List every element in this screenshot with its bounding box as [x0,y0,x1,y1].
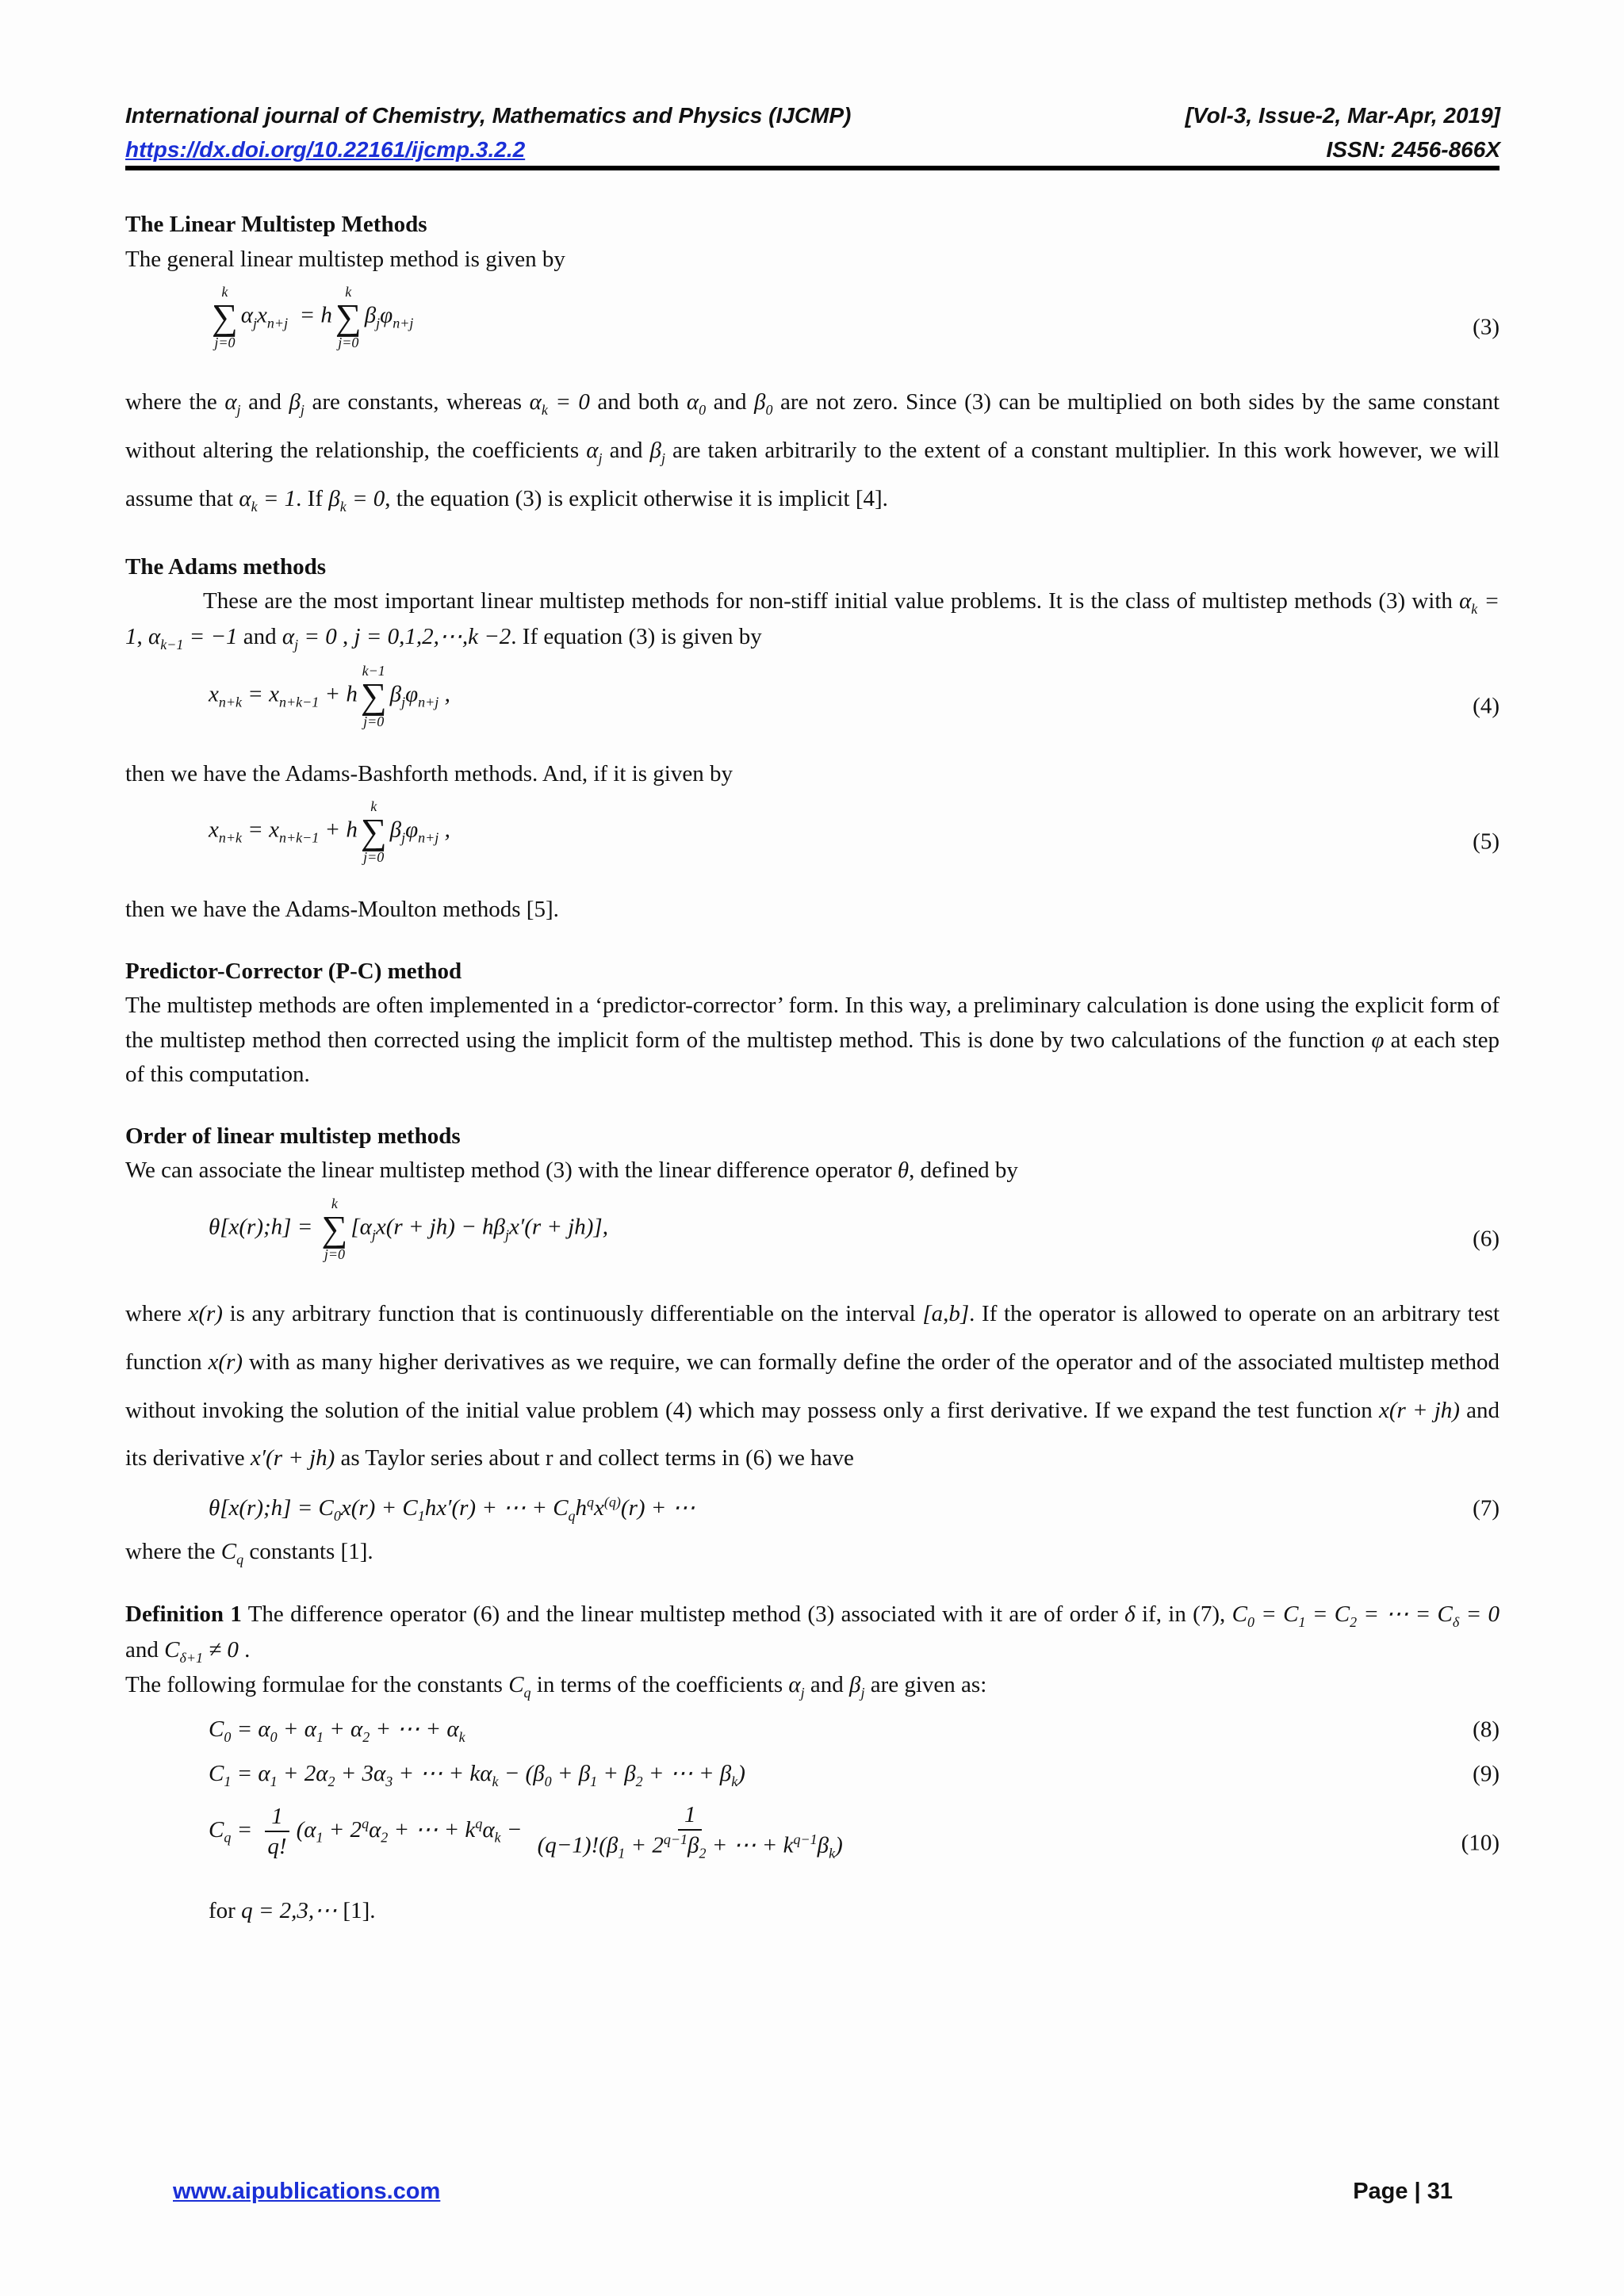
main-content [125,208,1500,1928]
volume-info: [Vol-3, Issue-2, Mar-Apr, 2019] [1185,103,1500,128]
paragraph: where the $\alpha_j$ and $\beta_j$ are constants, whereas $\alpha_k = 0$ and both $\alpha_0$ and $\beta_0$ are not zero. Since (3) can be multiplied on both sides by the same constant without altering the relationship, the coefficients $\alpha_j$ and $\beta_j$ are taken arbitrarily to the extent of a constant multiplier. In this work however, we will assume that $\alpha_k = 1$. If $\beta_k = 0$, the equation (3) is explicit otherwise it is implicit [4]. [125,389,1500,515]
equation-number: (10) [1461,1829,1500,1855]
paragraph: for q = 2,3,⋯ [1]. [209,1897,376,1923]
equation-number: (6) [1473,1226,1500,1252]
issn: ISSN: 2456-866X [1326,137,1500,162]
equation-6: θ[x(r);h] = k ∑ j=0 $[\alpha_jx(r + jh) - h\beta_jx'(r + jh)]$, (6) [209,1195,1500,1262]
definition-1: Definition 1 The difference operator (6) and the linear multistep method (3) associated with it are of order δ if, in (7), $C_0 = C_1 = C_2$ = ⋯ = $C_\delta = 0$ and $C_{\delta+1} \ne 0$ . [125,1601,1500,1666]
paragraph: where x(r) is any arbitrary function that is continuously differentiable on the interval [a,b]. If the operator is allowed to operate on an arbitrary test function x(r) with as many higher derivatives as we require, we can formally define the order of the operator and of the associated multistep method without invoking the solution of the initial value problem (4) which may possess only a first derivative. If we expand the test function x(r + jh) and its derivative x′(r + jh) as Taylor series about r and collect terms in (6) we have [125,1300,1500,1471]
doi-link[interactable]: https://dx.doi.org/10.22161/ijcmp.3.2.2 [125,137,526,162]
paragraph: The multistep methods are often implemented in a ‘predictor-corrector’ form. In this way, a preliminary calculation is done using the explicit form of the multistep method then corrected using the implicit form of the multistep method. This is done by two calculations of the function φ at each step of this computation. [125,993,1500,1088]
equation-9: $C_1 = \alpha_1 + 2\alpha_2 + 3\alpha_3$ + ⋯ + $k\alpha_k - (\beta_0 + \beta_1 + \beta_2$ + ⋯ + $\beta_k$) (9) [125,1756,1500,1793]
equation-8: $C_0 = \alpha_0 + \alpha_1 + \alpha_2$ + ⋯ + $\alpha_k$ (8) [125,1712,1500,1748]
equation-number: (3) [1473,314,1500,340]
equation-7: θ[x(r);h] = $C_0x(r) + C_1hx'(r)$ + ⋯ + $C_qh^qx^{(q)}(r)$ + ⋯ (7) [125,1490,1500,1527]
paragraph: then we have the Adams-Moulton methods [5]. [125,897,559,923]
equation-number: (5) [1473,828,1500,855]
paragraph: then we have the Adams-Bashforth methods. And, if it is given by [125,760,733,786]
section-title-adams: The Adams methods [125,553,326,580]
equation-number: (7) [1473,1495,1500,1521]
section-title-predictor-corrector: Predictor-Corrector (P-C) method [125,958,462,984]
section-title-order: Order of linear multistep methods [125,1123,461,1149]
equation-5: $x_{n+k} = x_{n+k-1} + h$ k ∑ j=0 $\beta_j\varphi_{n+j}$ , (5) [209,798,1500,866]
publisher-link[interactable]: www.aipublications.com [173,2179,441,2204]
equation-4: $x_{n+k} = x_{n+k-1} + h$ k−1 ∑ j=0 $\beta_j\varphi_{n+j}$ , (4) [209,662,1500,729]
equation-number: (8) [1473,1716,1500,1743]
paragraph: The following formulae for the constants $C_q$ in terms of the coefficients $\alpha_j$ and $\beta_j$ are given as: [125,1672,987,1701]
equation-number: (4) [1473,693,1500,719]
paragraph: where the $C_q$ constants [1]. [125,1539,373,1567]
page-number: Page | 31 [1353,2179,1453,2204]
paragraph: We can associate the linear multistep method (3) with the linear difference operator θ, defined by [125,1158,1018,1184]
journal-title: International journal of Chemistry, Mathematics and Physics (IJCMP) [125,103,852,128]
paragraph: The general linear multistep method is given by [125,246,565,272]
equation-3: k ∑ j=0 $\alpha_jx_{n+j} = h$ k ∑ j=0 $\beta_j\varphi_{n+j}$ (3) [212,284,1500,350]
equation-10: $C_q$ = $\frac{1}{q!}$ ($\alpha_1 + 2^q\alpha_2$ + ⋯ + $k^q\alpha_k$ − $\frac{1}{(q-1)!(\beta_1 + 2^{q-1}\beta_2 + \cdots + k^{q-1}\beta_k)}$ (10) [209,1801,1500,1862]
header-rule [125,166,1500,170]
equation-number: (9) [1473,1761,1500,1787]
section-title-linear-multistep: The Linear Multistep Methods [125,212,427,237]
paragraph: These are the most important linear multistep methods for non-stiff initial value problems. It is the class of multistep methods (3) with $\alpha_k = 1$, $\alpha_{k-1} = -1$ and $\alpha_j = 0$ , j = 0,1,2,⋯,k −2. If equation (3) is given by [125,588,1500,652]
